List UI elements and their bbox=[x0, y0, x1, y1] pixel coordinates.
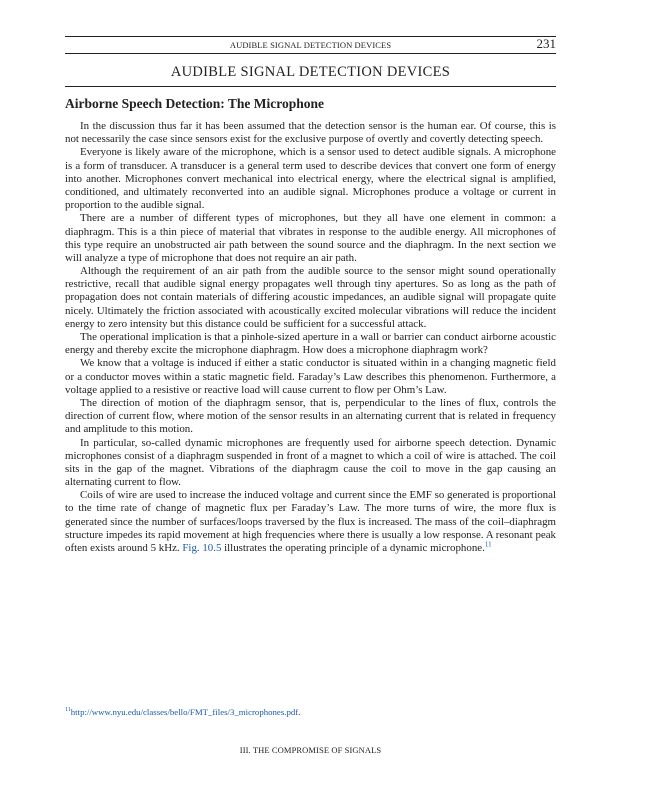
footer: III. THE COMPROMISE OF SIGNALS bbox=[239, 745, 382, 755]
paragraph: The direction of motion of the diaphragm sensor, that is, perpendicular to the lines of flux, controls the direction of current flow, where motion of the sensor results in an alternating current that is related in frequency and amplitude to this motion. bbox=[65, 396, 556, 436]
section-heading: Airborne Speech Detection: The Microphone bbox=[65, 96, 324, 111]
footnote-url-link[interactable]: http://www.nyu.edu/classes/bello/FMT_files/3_microphones.pdf bbox=[70, 707, 299, 717]
running-head-title: AUDIBLE SIGNAL DETECTION DEVICES bbox=[229, 40, 392, 50]
paragraph: There are a number of different types of microphones, but they all have one element in common: a diaphragm. This is a thin piece of material that vibrates in response to the audible energy. All microphones of this type require an unobstructed air path between the sound source and the diaphragm. In the next section we will analyze a type of microphone that does not require an air path. bbox=[65, 212, 556, 264]
body-text bbox=[65, 120, 556, 555]
paragraph: In the discussion thus far it has been assumed that the detection sensor is the human ear. Of course, this is not necessarily the case since sensors exist for the exclusive purpose of overtly and covertly detecting speech. bbox=[65, 120, 556, 146]
figure-link[interactable]: Fig. 10.5 bbox=[182, 542, 222, 554]
paragraph: Everyone is likely aware of the microphone, which is a sensor used to detect audible signals. A microphone is a form of transducer. A transducer is a general term used to describe devices that convert one form of energy into another. Microphones convert mechanical into electrical energy, where the electrical signal is amplified, conditioned, and ultimately reconverted into an audible signal. Microphones produce a voltage or current in proportion to the audible signal. bbox=[65, 146, 556, 212]
paragraph-text: illustrates the operating principle of a dynamic microphone. bbox=[221, 542, 485, 554]
chapter-rule bbox=[65, 86, 556, 87]
footnote-ref-link[interactable]: 11 bbox=[484, 540, 492, 549]
paragraph-last bbox=[65, 489, 556, 555]
top-rule bbox=[65, 36, 556, 37]
paragraph: The operational implication is that a pinhole-sized aperture in a wall or barrier can conduct airborne acoustic energy and thereby excite the microphone diaphragm. How does a microphone diaphragm work? bbox=[65, 331, 556, 357]
chapter-title: AUDIBLE SIGNAL DETECTION DEVICES bbox=[170, 64, 451, 80]
paragraph: We know that a voltage is induced if either a static conductor is situated within in a changing magnetic field or a conductor moves within a static magnetic field. Faraday’s Law describes this phenomenon. Furthermore, a voltage applied to a resistive or reactive load will cause current to flow per Ohm’s Law. bbox=[65, 357, 556, 396]
paragraph: Although the requirement of an air path from the audible source to the sensor might sound operationally restrictive, recall that audible signal energy propagates well through tiny apertures. So as long as the path of propagation does not contain materials of differing acoustic impedances, an audible signal will propagate quite nicely. Ultimately the friction associated with acoustically excited molecular vibrations will reduce the incident energy to zero intensity but this distance could be sufficient for a successful attack. bbox=[65, 265, 556, 330]
page-number: 231 bbox=[536, 36, 556, 51]
header-rule bbox=[65, 53, 556, 54]
footnote-number: 11 bbox=[65, 707, 71, 714]
footnote bbox=[65, 707, 300, 717]
footnote-trailing: . bbox=[298, 707, 301, 717]
running-head bbox=[65, 38, 556, 52]
paragraph-text: Coils of wire are used to increase the induced voltage and current since the EMF so generated is proportional to the time rate of change of magnetic flux per Faraday’s Law. The more turns of wire, the more flux is generated since the number of surfaces/loops traversed by the flux is increased. The mass of the coil–diaphragm structure impedes its rapid movement at high frequencies where there is usually a low response. A resonant peak often exists around 5 kHz. bbox=[65, 489, 556, 554]
paragraph: In particular, so-called dynamic microphones are frequently used for airborne speech detection. Dynamic microphones consist of a diaphragm suspended in front of a magnet to which a coil of wire is attached. The coil sits in the gap of the magnet. Vibrations of the diaphragm cause the coil to move in the gap causing an alternating current to flow. bbox=[65, 436, 556, 489]
